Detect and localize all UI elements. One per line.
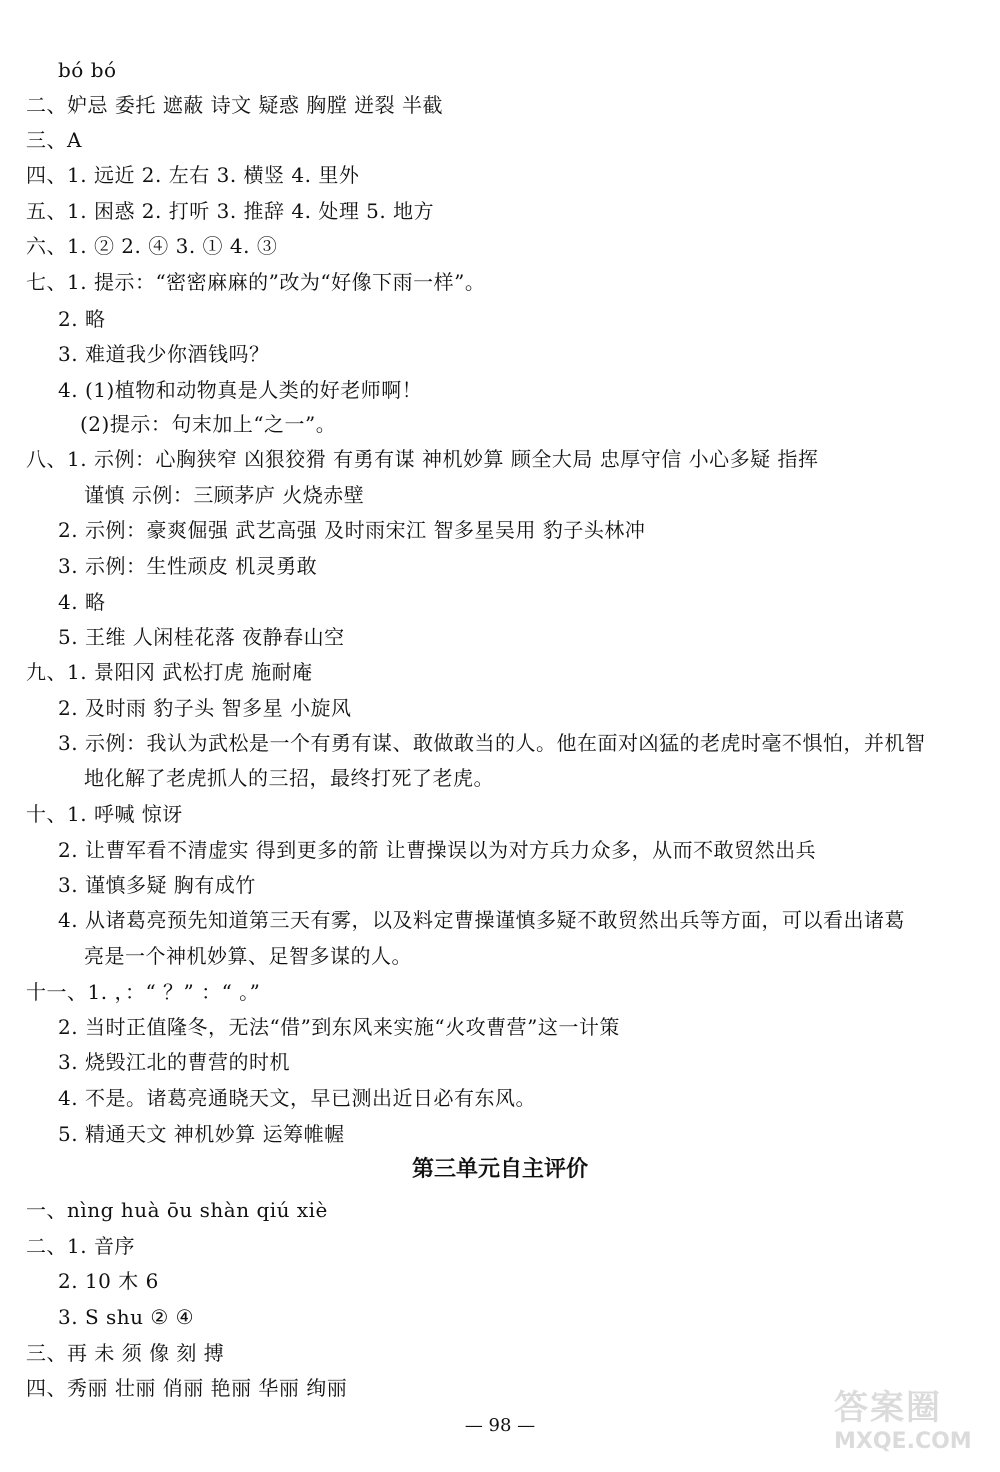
answer-line: 地化解了老虎抓人的三招，最终打死了老虎。 [84, 766, 494, 790]
answer-line: 3. 难道我少你酒钱吗？ [58, 342, 270, 366]
watermark-logo-text: 答案圈 [834, 1388, 942, 1428]
answer-line: 五、1. 困惑 2. 打听 3. 推辞 4. 处理 5. 地方 [26, 199, 435, 223]
answer-line: 三、A [26, 128, 82, 152]
answer-line: 2. 及时雨 豹子头 智多星 小旋风 [58, 696, 352, 720]
section-title: 第三单元自主评价 [411, 1157, 588, 1182]
section-line: 3. S shu ② ④ [58, 1305, 195, 1329]
answer-line: 谨慎 示例：三顾茅庐 火烧赤壁 [84, 483, 365, 507]
answer-line: 2. 略 [58, 307, 106, 331]
page-number: — 98 — [464, 1415, 536, 1436]
answer-line: 八、1. 示例：心胸狭窄 凶狠狡猾 有勇有谋 神机妙算 顾全大局 忠厚守信 小心多疑 指挥 [26, 447, 819, 471]
answer-line: 4. 不是。诸葛亮通晓天文，早已测出近日必有东风。 [58, 1086, 536, 1110]
section-line: 2. 10 木 6 [58, 1269, 159, 1293]
answer-line: bó bó [58, 58, 117, 82]
answer-line: 4. 略 [58, 590, 106, 614]
section-line: 四、秀丽 壮丽 俏丽 艳丽 华丽 绚丽 [26, 1376, 348, 1400]
answer-line: 九、1. 景阳冈 武松打虎 施耐庵 [26, 660, 313, 684]
answer-line: 3. 示例：生性顽皮 机灵勇敢 [58, 554, 318, 578]
answer-line: 3. 谨慎多疑 胸有成竹 [58, 873, 256, 897]
section-line: 三、再 未 须 像 刻 搏 [26, 1341, 225, 1365]
answer-line: 2. 让曹军看不清虚实 得到更多的箭 让曹操误以为对方兵力众多，从而不敢贸然出兵 [58, 838, 817, 862]
answer-line: 5. 王维 人闲桂花落 夜静春山空 [58, 625, 345, 649]
section-line: 二、1. 音序 [26, 1234, 135, 1258]
answer-line: 3. 示例：我认为武松是一个有勇有谋、敢做敢当的人。他在面对凶猛的老虎时毫不惧怕，并机智 [58, 731, 926, 755]
answer-line: 十一、1. ，：“ ？” ：“ 。” [26, 980, 261, 1004]
answer-line: 四、1. 远近 2. 左右 3. 横竖 4. 里外 [26, 163, 360, 187]
answer-line: 5. 精通天文 神机妙算 运筹帷幄 [58, 1122, 345, 1146]
section-line: 一、nìng huà ōu shàn qiú xiè [26, 1198, 328, 1222]
answer-line: 2. 当时正值隆冬，无法“借”到东风来实施“火攻曹营”这一计策 [58, 1015, 620, 1039]
watermark-site-text: MXQE.COM [834, 1429, 972, 1454]
watermark-logo [834, 1380, 984, 1464]
answer-line: 十、1. 呼喊 惊讶 [26, 802, 183, 826]
answer-line: 六、1. ② 2. ④ 3. ① 4. ③ [26, 234, 278, 258]
answer-line: 2. 示例：豪爽倔强 武艺高强 及时雨宋江 智多星吴用 豹子头林冲 [58, 518, 646, 542]
answer-line: 4. (1)植物和动物真是人类的好老师啊！ [58, 378, 423, 402]
answer-line: 二、妒忌 委托 遮蔽 诗文 疑惑 胸膛 迸裂 半截 [26, 93, 444, 117]
answer-line: 亮是一个神机妙算、足智多谋的人。 [84, 944, 412, 968]
answer-line: (2)提示：句末加上“之一”。 [80, 412, 337, 436]
answer-line: 3. 烧毁江北的曹营的时机 [58, 1050, 290, 1074]
answer-line: 4. 从诸葛亮预先知道第三天有雾，以及料定曹操谨慎多疑不敢贸然出兵等方面，可以看出诸葛 [58, 908, 905, 932]
answer-line: 七、1. 提示：“密密麻麻的”改为“好像下雨一样”。 [26, 270, 486, 294]
